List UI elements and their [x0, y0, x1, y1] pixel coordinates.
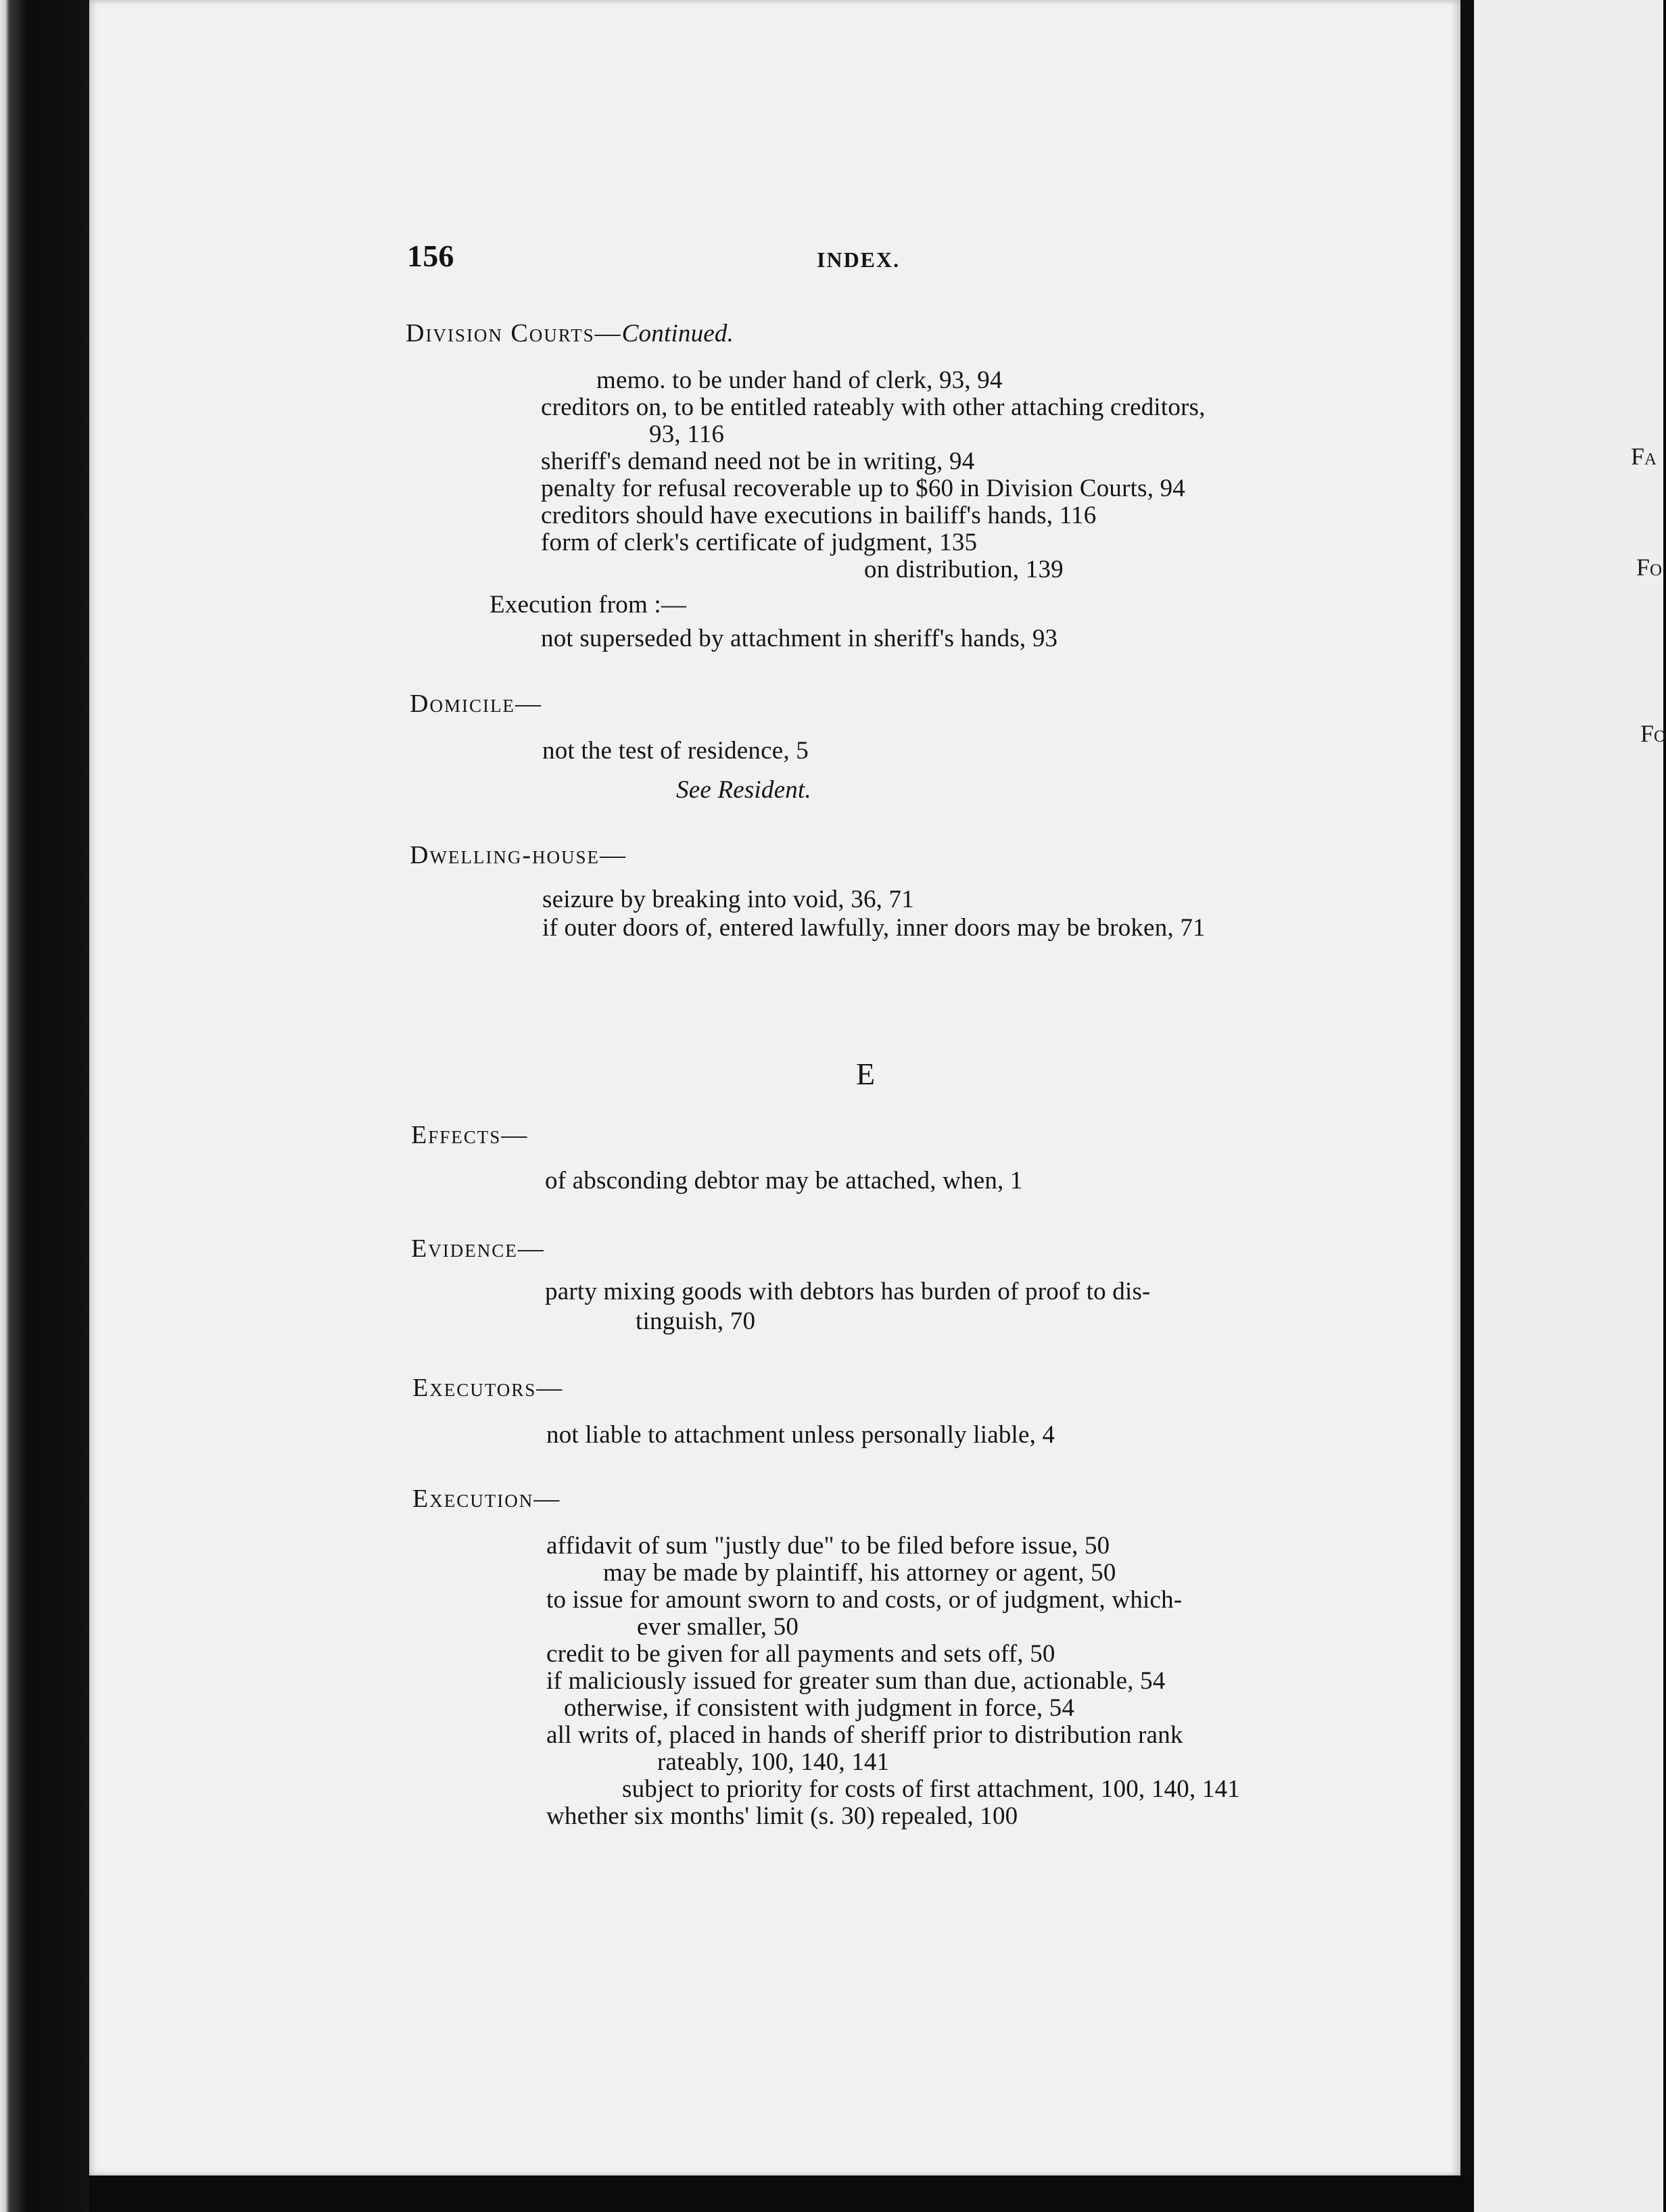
scan-left-edge — [0, 0, 101, 2212]
see-also-reference: See Resident. — [676, 776, 811, 804]
page-number: 156 — [407, 239, 454, 273]
entry-execution-heading: Execution— — [412, 1485, 561, 1513]
entry-line: not the test of residence, 5 — [542, 737, 809, 765]
entry-line-continued: ever smaller, 50 — [637, 1613, 799, 1641]
entry-division-courts-heading — [406, 320, 734, 346]
entry-dwelling-house-heading: Dwelling-house— — [410, 841, 627, 869]
entry-line: affidavit of sum "justly due" to be filed before issue, 50 — [546, 1532, 1110, 1560]
entry-subline: otherwise, if consistent with judgment in force, 54 — [564, 1694, 1075, 1722]
entry-line: party mixing goods with debtors has burden of proof to dis- — [545, 1278, 1151, 1305]
entry-line: if outer doors of, entered lawfully, inner doors may be broken, 71 — [542, 914, 1206, 942]
entry-line: memo. to be under hand of clerk, 93, 94 — [596, 366, 1003, 394]
entry-subheading: Execution from :— — [490, 591, 687, 619]
entry-line: creditors should have executions in bailiff's hands, 116 — [541, 502, 1097, 529]
facing-page — [1474, 0, 1666, 2212]
facing-page-fragment: Fa — [1631, 443, 1657, 470]
continued-label: Continued. — [621, 320, 734, 347]
entry-subline: may be made by plaintiff, his attorney or agent, 50 — [603, 1559, 1116, 1587]
entry-line: creditors on, to be entitled rateably with other attaching creditors, — [541, 393, 1206, 421]
scan-bottom-edge — [89, 2175, 1474, 2212]
entry-effects-heading: Effects— — [411, 1121, 529, 1149]
entry-line-continued: on distribution, 139 — [864, 556, 1064, 583]
entry-line: all writs of, placed in hands of sheriff prior to distribution rank — [546, 1721, 1183, 1749]
entry-line: seizure by breaking into void, 36, 71 — [542, 886, 914, 913]
book-page — [89, 0, 1460, 2175]
entry-subline: subject to priority for costs of first attachment, 100, 140, 141 — [622, 1775, 1240, 1803]
entry-line: to issue for amount sworn to and costs, or of judgment, which- — [546, 1586, 1183, 1614]
entry-line: credit to be given for all payments and sets off, 50 — [546, 1640, 1055, 1668]
facing-page-fragment: Fo — [1640, 720, 1666, 747]
entry-executors-heading: Executors— — [412, 1374, 564, 1402]
entry-line: penalty for refusal recoverable up to $60 in Division Courts, 94 — [541, 475, 1185, 502]
entry-line: not superseded by attachment in sheriff's hands, 93 — [541, 625, 1058, 652]
running-title: INDEX. — [817, 247, 901, 272]
entry-heading: Division Courts— — [406, 319, 622, 347]
entry-evidence-heading: Evidence— — [411, 1234, 545, 1263]
entry-line-continued: rateably, 100, 140, 141 — [657, 1748, 890, 1776]
entry-line-continued: 93, 116 — [649, 420, 725, 448]
entry-line: if maliciously issued for greater sum than due, actionable, 54 — [546, 1667, 1166, 1695]
entry-domicile-heading: Domicile— — [410, 690, 542, 718]
entry-line: of absconding debtor may be attached, when, 1 — [545, 1167, 1023, 1195]
entry-line: form of clerk's certificate of judgment, 135 — [541, 529, 978, 556]
entry-line: sheriff's demand need not be in writing, 94 — [541, 448, 975, 475]
facing-page-fragment: Fo — [1636, 554, 1663, 581]
entry-line: not liable to attachment unless personally liable, 4 — [546, 1421, 1055, 1449]
book-gutter — [1460, 0, 1474, 2212]
entry-line-continued: tinguish, 70 — [636, 1307, 756, 1335]
section-letter: E — [856, 1057, 876, 1091]
entry-line: whether six months' limit (s. 30) repealed, 100 — [546, 1802, 1018, 1830]
